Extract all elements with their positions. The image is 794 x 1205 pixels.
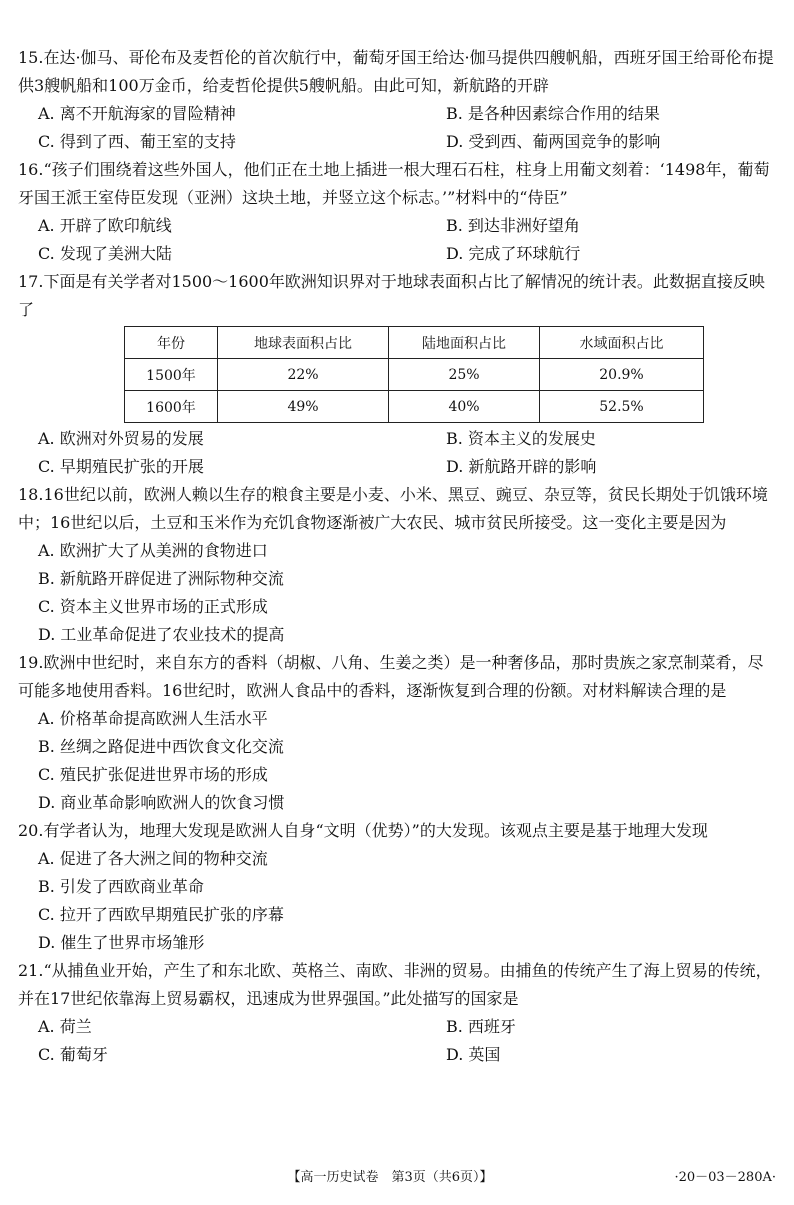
question-text: 16世纪以前，欧洲人赖以生存的粮食主要是小麦、小米、黑豆、豌豆、杂豆等，贫民长期处于饥饿环境中；16世纪以后，土豆和玉米作为充饥食物逐渐被广大农民、城市贫民所接受。这一变化主要是因为	[18, 485, 768, 532]
table-header: 地球表面积占比	[218, 327, 389, 359]
question-15	[18, 44, 776, 156]
question-number: 17.	[18, 272, 44, 291]
option-c: C. 殖民扩张促进世界市场的形成	[38, 765, 268, 784]
option-d: D. 工业革命促进了农业技术的提高	[38, 625, 285, 644]
table-cell: 25%	[389, 359, 540, 391]
question-stem	[18, 957, 776, 1013]
options	[18, 100, 776, 156]
option-b: B. 是各种因素综合作用的结果	[446, 104, 660, 123]
question-number: 20.	[18, 821, 44, 840]
options	[18, 212, 776, 268]
question-number: 15.	[18, 48, 44, 67]
option-b: B. 西班牙	[446, 1017, 516, 1036]
table-cell: 52.5%	[540, 391, 704, 423]
question-text: “从捕鱼业开始，产生了和东北欧、英格兰、南欧、非洲的贸易。由捕鱼的传统产生了海上贸易的传统，并在17世纪依靠海上贸易霸权，迅速成为世界强国。”此处描写的国家是	[18, 961, 772, 1008]
footer-code: ·20－03－280A·	[674, 1170, 776, 1185]
question-number: 21.	[18, 961, 44, 980]
question-text: 有学者认为，地理大发现是欧洲人自身“文明（优势）”的大发现。该观点主要是基于地理大发现	[43, 821, 708, 840]
option-b: B. 新航路开辟促进了洲际物种交流	[38, 569, 284, 588]
data-table	[124, 326, 704, 423]
option-d: D. 英国	[446, 1045, 501, 1064]
table-cell: 1500年	[125, 359, 218, 391]
question-number: 19.	[18, 653, 44, 672]
question-20	[18, 817, 776, 957]
question-16	[18, 156, 776, 268]
question-text: “孩子们围绕着这些外国人，他们正在土地上插进一根大理石石柱，柱身上用葡文刻着：‘1498年，葡萄牙国王派王室侍臣发现（亚洲）这块土地，并竖立这个标志。’”材料中的“侍臣”	[18, 160, 770, 207]
question-18	[18, 481, 776, 649]
table-header-row	[125, 327, 704, 359]
question-stem	[18, 817, 776, 845]
option-b: B. 引发了西欧商业革命	[38, 877, 204, 896]
options	[18, 1013, 776, 1069]
table-row	[125, 391, 704, 423]
options	[18, 425, 776, 481]
table-cell: 40%	[389, 391, 540, 423]
question-17	[18, 268, 776, 481]
option-b: B. 丝绸之路促进中西饮食文化交流	[38, 737, 284, 756]
option-d: D. 催生了世界市场雏形	[38, 933, 205, 952]
option-a: A. 荷兰	[38, 1017, 92, 1036]
table-cell: 49%	[218, 391, 389, 423]
option-a: A. 促进了各大洲之间的物种交流	[38, 849, 268, 868]
question-text: 欧洲中世纪时，来自东方的香料（胡椒、八角、生姜之类）是一种奢侈品，那时贵族之家烹制菜肴，尽可能多地使用香料。16世纪时，欧洲人食品中的香料，逐渐恢复到合理的份额。对材料解读合理的是	[18, 653, 764, 700]
option-d: D. 完成了环球航行	[446, 244, 581, 263]
question-21	[18, 957, 776, 1069]
option-c: C. 得到了西、葡王室的支持	[38, 132, 236, 151]
question-stem	[18, 268, 776, 324]
table-cell: 1600年	[125, 391, 218, 423]
table-header: 陆地面积占比	[389, 327, 540, 359]
option-d: D. 商业革命影响欧洲人的饮食习惯	[38, 793, 285, 812]
question-stem	[18, 481, 776, 537]
table-header: 年份	[125, 327, 218, 359]
option-d: D. 受到西、葡两国竞争的影响	[446, 132, 661, 151]
option-a: A. 离不开航海家的冒险精神	[38, 104, 236, 123]
option-c: C. 葡萄牙	[38, 1045, 108, 1064]
option-a: A. 价格革命提高欧洲人生活水平	[38, 709, 268, 728]
table-cell: 22%	[218, 359, 389, 391]
option-c: C. 拉开了西欧早期殖民扩张的序幕	[38, 905, 284, 924]
option-d: D. 新航路开辟的影响	[446, 457, 597, 476]
option-a: A. 开辟了欧印航线	[38, 216, 172, 235]
table-cell: 20.9%	[540, 359, 704, 391]
option-c: C. 资本主义世界市场的正式形成	[38, 597, 268, 616]
data-table-wrapper	[124, 326, 776, 423]
options	[18, 705, 776, 817]
table-row	[125, 359, 704, 391]
options	[18, 537, 776, 649]
question-text: 在达·伽马、哥伦布及麦哲伦的首次航行中，葡萄牙国王给达·伽马提供四艘帆船，西班牙国王给哥伦布提供3艘帆船和100万金币，给麦哲伦提供5艘帆船。由此可知，新航路的开辟	[18, 48, 774, 95]
option-b: B. 资本主义的发展史	[446, 429, 596, 448]
options	[18, 845, 776, 957]
question-19	[18, 649, 776, 817]
page-footer	[0, 1166, 794, 1188]
exam-page	[18, 44, 776, 1069]
question-text: 下面是有关学者对1500～1600年欧洲知识界对于地球表面积占比了解情况的统计表。此数据直接反映了	[18, 272, 765, 319]
question-stem	[18, 156, 776, 212]
option-b: B. 到达非洲好望角	[446, 216, 580, 235]
option-a: A. 欧洲对外贸易的发展	[38, 429, 204, 448]
option-a: A. 欧洲扩大了从美洲的食物进口	[38, 541, 268, 560]
option-c: C. 发现了美洲大陆	[38, 244, 172, 263]
option-c: C. 早期殖民扩张的开展	[38, 457, 204, 476]
table-header: 水域面积占比	[540, 327, 704, 359]
question-stem	[18, 44, 776, 100]
question-stem	[18, 649, 776, 705]
footer-page-info: 【高一历史试卷 第3页（共6页）】	[287, 1170, 493, 1185]
question-number: 18.	[18, 485, 44, 504]
question-number: 16.	[18, 160, 44, 179]
